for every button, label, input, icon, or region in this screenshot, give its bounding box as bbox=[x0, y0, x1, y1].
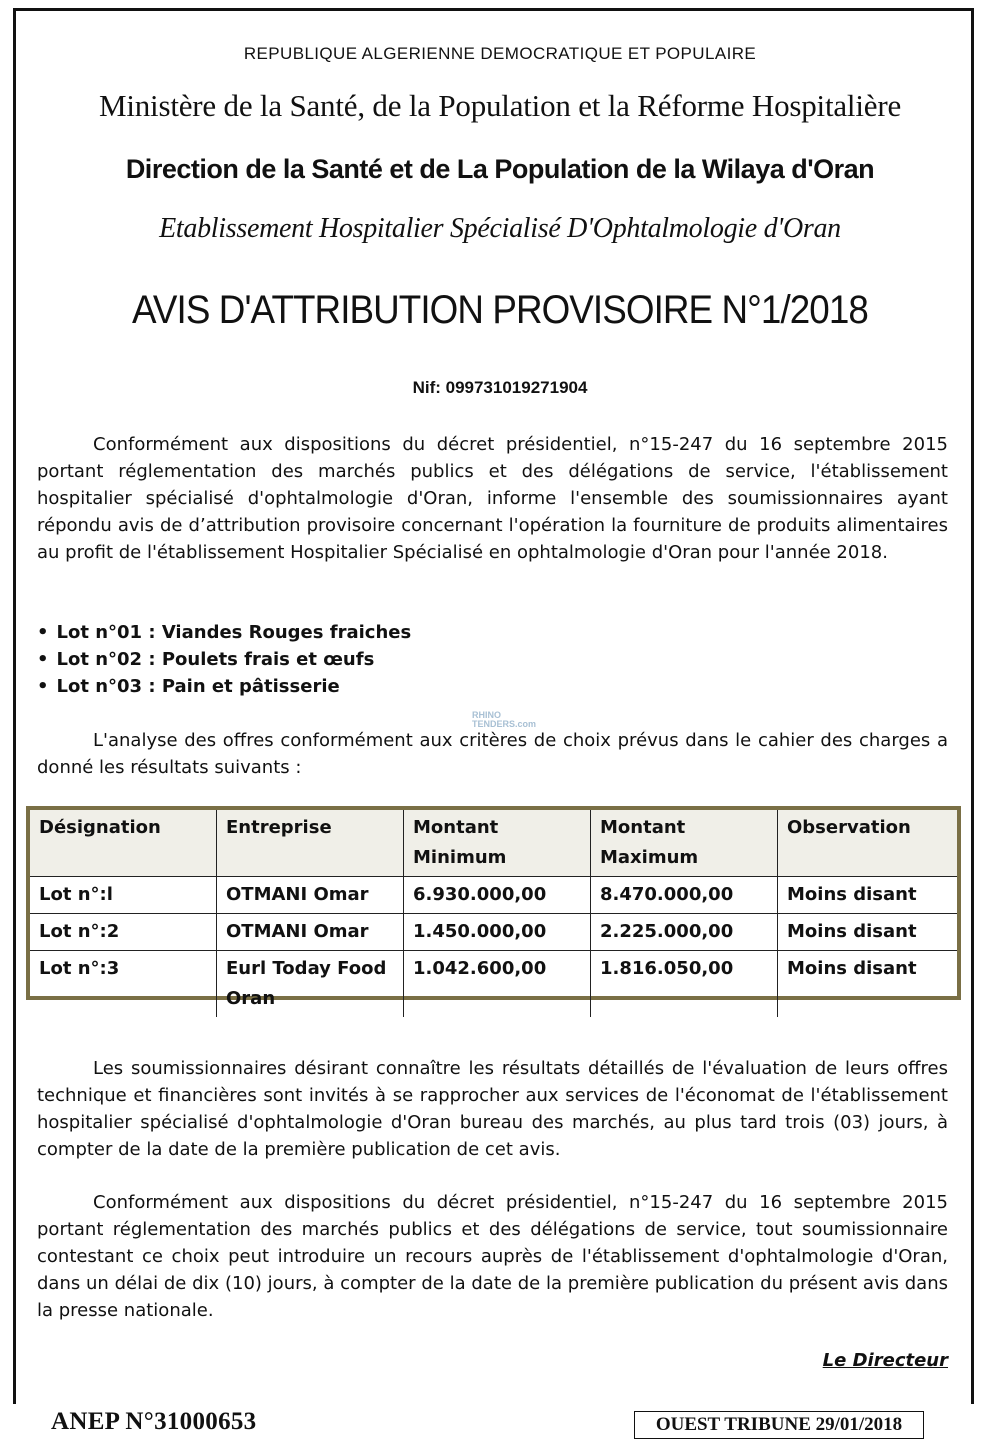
table-cell: Moins disant bbox=[778, 877, 958, 914]
lots-list bbox=[37, 619, 411, 700]
table-cell: 8.470.000,00 bbox=[591, 877, 778, 914]
table-cell: 1.816.050,00 bbox=[591, 951, 778, 1018]
column-header: Entreprise bbox=[217, 810, 404, 877]
results-table bbox=[30, 810, 957, 1017]
direction-heading: Direction de la Santé et de La Population de la Wilaya d'Oran bbox=[125, 154, 875, 184]
signature-label: Le Directeur bbox=[822, 1350, 948, 1371]
table-row bbox=[30, 951, 957, 1018]
list-item: • Lot n°02 : Poulets frais et œufs bbox=[37, 646, 411, 673]
table-header-row bbox=[30, 810, 957, 877]
results-info-paragraph: Les soumissionnaires désirant connaître les résultats détaillés de l'évaluation de leurs offres technique et financières sont invités à se rapprocher aux services de l'économat de l'établissement hospitalier spécialisé d'ophtalmologie d'Oran bureau des marchés, au plus tard trois (03) jours, à compter de la date de la première publication de cet avis. bbox=[37, 1058, 948, 1160]
establishment-heading: Etablissement Hospitalier Spécialisé D'Ophtalmologie d'Oran bbox=[159, 213, 841, 244]
nif-number: Nif: 099731019271904 bbox=[412, 378, 588, 397]
table-cell: OTMANI Omar bbox=[217, 914, 404, 951]
notice-title: AVIS D'ATTRIBUTION PROVISOIRE N°1/2018 bbox=[132, 288, 868, 332]
column-header: Désignation bbox=[30, 810, 217, 877]
watermark-line: TENDERS.com bbox=[472, 719, 537, 729]
table-cell: 6.930.000,00 bbox=[404, 877, 591, 914]
results-table-container bbox=[26, 806, 961, 1009]
analysis-paragraph: L'analyse des offres conformément aux critères de choix prévus dans le cahier des charges a donné les résultats suivants : bbox=[37, 730, 948, 778]
column-header: Montant Maximum bbox=[591, 810, 778, 877]
table-cell: OTMANI Omar bbox=[217, 877, 404, 914]
column-header: Observation bbox=[778, 810, 958, 877]
table-row bbox=[30, 914, 957, 951]
intro-paragraph: Conformément aux dispositions du décret présidentiel, n°15-247 du 16 septembre 2015 portant réglementation des marchés publics et des délégations de service, l'établissement hospitalier spécialisé d'ophtalmologie d'Oran, informe l'ensemble des soumissionnaires ayant répondu avis de d’attribution provisoire concernant l'opération la fourniture de produits alimentaires au profit de l'établissement Hospitalier Spécialisé en ophtalmologie d'Oran pour l'année 2018. bbox=[37, 434, 948, 563]
table-cell: Moins disant bbox=[778, 951, 958, 1018]
table-cell: Lot n°:3 bbox=[30, 951, 217, 1018]
table-cell: Lot n°:l bbox=[30, 877, 217, 914]
table-cell: Eurl Today Food Oran bbox=[217, 951, 404, 1018]
table-cell: 1.042.600,00 bbox=[404, 951, 591, 1018]
table-cell: Lot n°:2 bbox=[30, 914, 217, 951]
table-cell: 2.225.000,00 bbox=[591, 914, 778, 951]
ministry-heading: Ministère de la Santé, de la Population et la Réforme Hospitalière bbox=[98, 88, 902, 123]
anep-number: ANEP N°31000653 bbox=[47, 1408, 260, 1436]
table-cell: Moins disant bbox=[778, 914, 958, 951]
table-cell: 1.450.000,00 bbox=[404, 914, 591, 951]
watermark-line: RHINO bbox=[472, 710, 501, 720]
table-row bbox=[30, 877, 957, 914]
list-item: • Lot n°03 : Pain et pâtisserie bbox=[37, 673, 411, 700]
list-item: • Lot n°01 : Viandes Rouges fraiches bbox=[37, 619, 411, 646]
column-header: Montant Minimum bbox=[404, 810, 591, 877]
appeal-paragraph: Conformément aux dispositions du décret présidentiel, n°15-247 du 16 septembre 2015 portant réglementation des marchés publics et des délégations de service, tout soumissionnaire contestant ce choix peut introduire un recours auprès de l'établissement d'ophtalmologie d'Oran, dans un délai de dix (10) jours, à compter de la date de la première publication du présent avis dans la presse nationale. bbox=[37, 1192, 948, 1321]
republic-heading: REPUBLIQUE ALGERIENNE DEMOCRATIQUE ET POPULAIRE bbox=[243, 44, 757, 63]
publication-stamp: OUEST TRIBUNE 29/01/2018 bbox=[634, 1411, 924, 1439]
